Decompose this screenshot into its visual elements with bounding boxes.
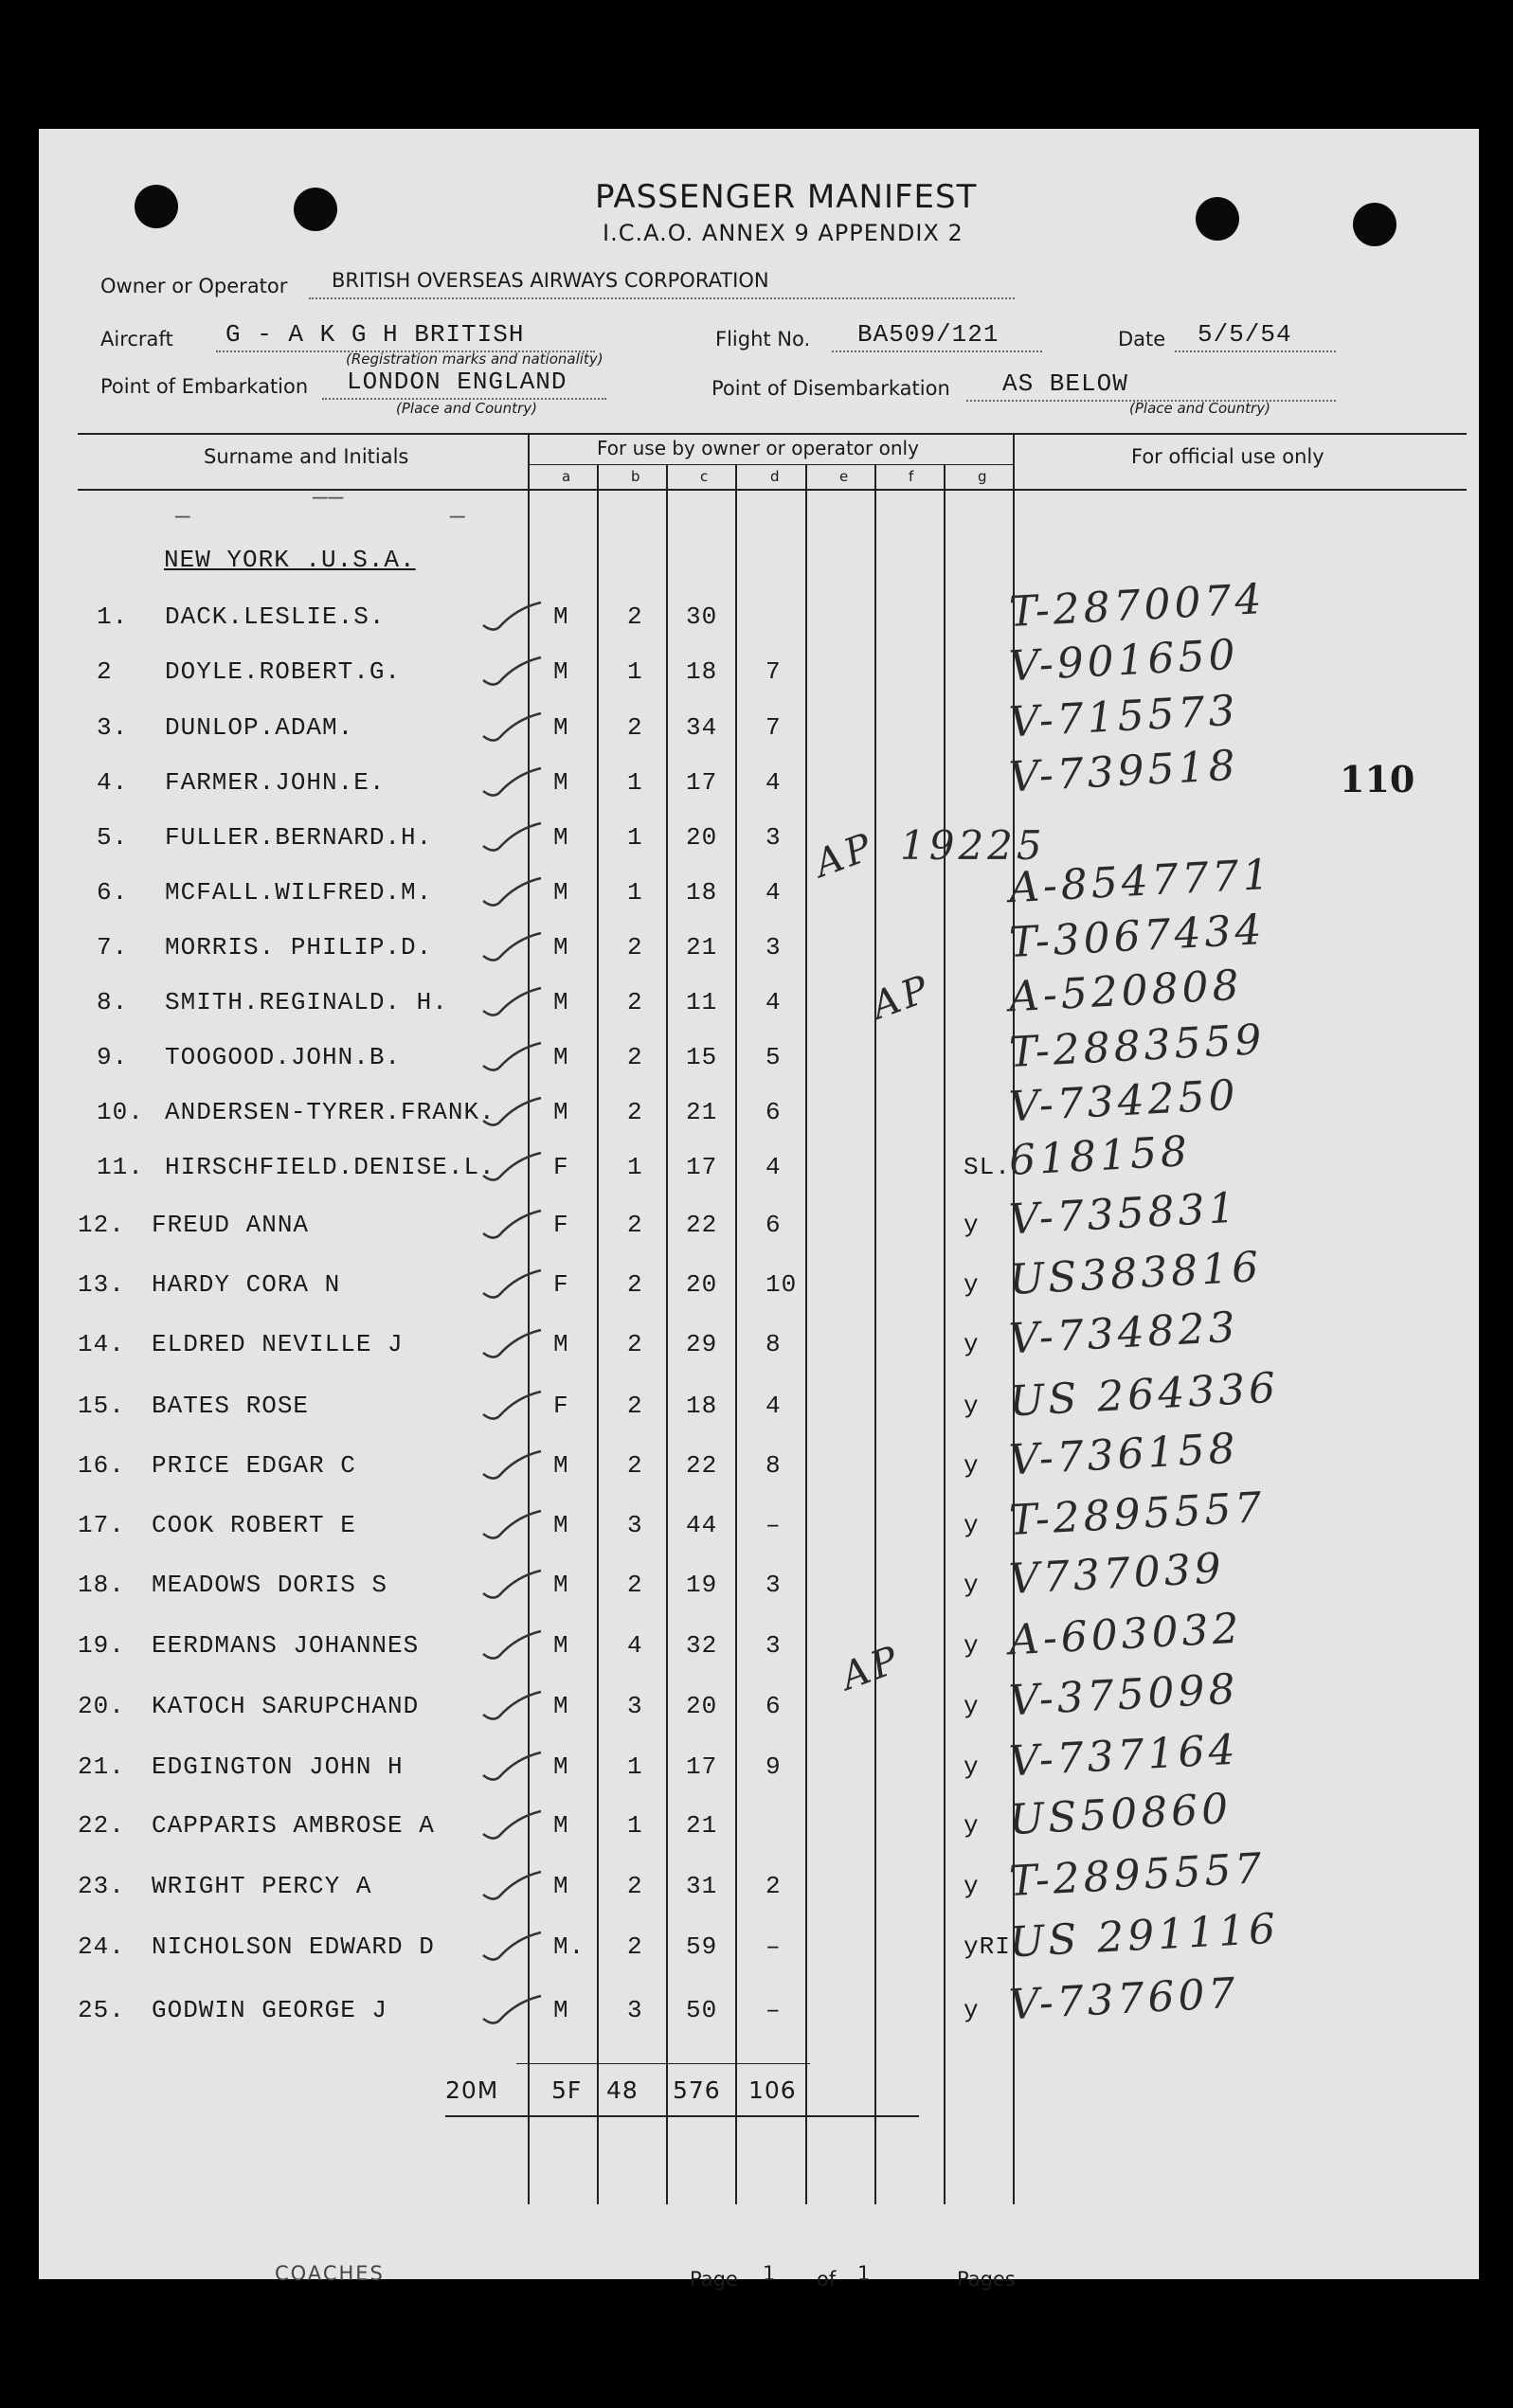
d-cell: 3 [766,1571,782,1599]
check-mark-icon [478,872,545,910]
passport-number: T-3067434 [1007,905,1267,968]
g-cell: yRI [964,1932,1011,1961]
sex-cell: M [553,1330,569,1358]
g-cell: y [964,1451,980,1480]
row-number: 4. [97,768,129,797]
d-cell: 4 [766,768,782,797]
subcolumn-label: g [978,468,987,485]
d-cell: 7 [766,657,782,686]
sex-cell: M [553,1511,569,1539]
g-cell: y [964,1211,980,1239]
subcolumn-label: d [770,468,780,485]
b-cell: 2 [627,1392,643,1420]
punch-hole [1196,197,1239,241]
age-cell: 17 [686,768,718,797]
b-cell: 1 [627,823,643,852]
check-mark-icon [478,1626,545,1663]
row-number: 14. [78,1330,125,1358]
form-title: PASSENGER MANIFEST [595,178,978,216]
d-cell: 9 [766,1752,782,1781]
row-number: 11. [97,1153,144,1181]
row-number: 2 [97,657,113,686]
footer-note: COACHES [275,2262,385,2285]
sex-cell: M [553,657,569,686]
b-cell: 1 [627,657,643,686]
d-cell: 5 [766,1043,782,1071]
passport-number: T-2870074 [1007,574,1267,638]
check-mark-icon [478,1092,545,1130]
sex-cell: M [553,602,569,631]
row-number: 19. [78,1631,125,1660]
aircraft-value: G - A K G H BRITISH [225,320,525,349]
date-value: 5/5/54 [1198,320,1292,349]
passport-number: V-715573 [1007,686,1240,747]
check-mark-icon [478,1505,545,1543]
passport-number: V-737607 [1007,1968,1240,2030]
check-mark-icon [478,1324,545,1362]
embarkation-label: Point of Embarkation [100,375,309,398]
d-cell: 4 [766,1153,782,1181]
d-cell: 6 [766,1098,782,1126]
passport-number: V-737164 [1007,1725,1240,1787]
embarkation-value: LONDON ENGLAND [347,368,567,396]
sex-cell: M [553,1451,569,1480]
b-cell: 3 [627,1511,643,1539]
age-cell: 18 [686,878,718,907]
b-cell: 1 [627,878,643,907]
passenger-name: FARMER.JOHN.E. [165,768,386,797]
passenger-name: PRICE EDGAR C [152,1451,356,1480]
g-cell: y [964,1996,980,2024]
age-cell: 21 [686,1098,718,1126]
sex-cell: M [553,713,569,742]
d-cell: 4 [766,878,782,907]
check-mark-icon [478,927,545,965]
age-cell: 44 [686,1511,718,1539]
b-cell: 1 [627,1153,643,1181]
passport-number: V-375098 [1007,1664,1240,1726]
row-number: 7. [97,933,129,961]
passport-number: V-734823 [1007,1303,1240,1364]
row-number: 3. [97,713,129,742]
sex-cell: M [553,988,569,1016]
age-cell: 17 [686,1153,718,1181]
row-number: 9. [97,1043,129,1071]
g-cell: y [964,1811,980,1840]
b-cell: 2 [627,988,643,1016]
row-number: 5. [97,823,129,852]
g-cell: y [964,1392,980,1420]
ap-annotation: AP [809,824,881,887]
b-cell: 3 [627,1996,643,2024]
sex-cell: M [553,878,569,907]
passenger-name: KATOCH SARUPCHAND [152,1692,420,1720]
d-cell: – [766,1932,782,1961]
d-cell: 4 [766,1392,782,1420]
flight-label: Flight No. [715,328,811,350]
check-mark-icon [478,1866,545,1904]
ap-annotation: AP [866,966,938,1029]
punch-hole [135,185,178,228]
d-cell: 8 [766,1451,782,1480]
g-cell: y [964,1752,980,1781]
g-cell: y [964,1631,980,1660]
g-cell: SL. [964,1153,1011,1181]
passenger-name: EDGINGTON JOHN H [152,1752,404,1781]
check-mark-icon [478,1205,545,1243]
passport-number: 618158 [1007,1127,1193,1185]
row-number: 18. [78,1571,125,1599]
sex-cell: M [553,1692,569,1720]
passenger-name: NICHOLSON EDWARD D [152,1932,435,1961]
passenger-name: DUNLOP.ADAM. [165,713,354,742]
subcolumn-label: b [631,468,640,485]
operator-header: For use by owner or operator only [597,437,919,459]
b-cell: 3 [627,1692,643,1720]
b-cell: 2 [627,1098,643,1126]
passenger-name: FULLER.BERNARD.H. [165,823,433,852]
age-cell: 30 [686,602,718,631]
age-cell: 19 [686,1571,718,1599]
d-cell: 6 [766,1211,782,1239]
subcolumn-label: a [562,468,571,485]
passenger-name: HARDY CORA N [152,1270,341,1299]
age-cell: 20 [686,823,718,852]
age-cell: 17 [686,1752,718,1781]
check-mark-icon [478,1147,545,1185]
age-cell: 21 [686,933,718,961]
passenger-name: FREUD ANNA [152,1211,310,1239]
subcolumn-label: e [839,468,849,485]
page-stamp: 110 [1340,758,1415,800]
total-b: 48 [606,2076,639,2104]
sex-cell: M. [553,1932,585,1961]
passenger-name: EERDMANS JOHANNES [152,1631,420,1660]
row-number: 15. [78,1392,125,1420]
age-cell: 18 [686,657,718,686]
g-cell: y [964,1571,980,1599]
check-mark-icon [478,982,545,1020]
age-cell: 18 [686,1392,718,1420]
of-value: 1 [857,2262,871,2285]
d-cell: 3 [766,1631,782,1660]
g-cell: y [964,1692,980,1720]
passport-number: V-734250 [1007,1070,1240,1132]
passport-number: T-2895557 [1007,1843,1267,1907]
sex-cell: M [553,933,569,961]
row-number: 13. [78,1270,125,1299]
d-cell: 10 [766,1270,798,1299]
check-mark-icon [478,1265,545,1303]
sex-cell: M [553,1098,569,1126]
b-cell: 1 [627,1752,643,1781]
row-number: 20. [78,1692,125,1720]
age-cell: 20 [686,1270,718,1299]
g-cell: y [964,1270,980,1299]
sex-cell: M [553,1571,569,1599]
embarkation-note: (Place and Country) [396,400,537,417]
subcolumn-label: c [700,468,709,485]
check-mark-icon [478,1386,545,1424]
b-cell: 2 [627,713,643,742]
age-cell: 21 [686,1811,718,1840]
check-mark-icon [478,1565,545,1603]
passport-number: A-603032 [1007,1604,1244,1665]
sex-cell: M [553,1043,569,1071]
b-cell: 2 [627,1330,643,1358]
age-cell: 22 [686,1211,718,1239]
d-cell: 6 [766,1692,782,1720]
sex-cell: M [553,1752,569,1781]
passport-number: V-735831 [1007,1183,1240,1245]
d-cell: 4 [766,988,782,1016]
passenger-name: COOK ROBERT E [152,1511,356,1539]
total-d: 106 [748,2076,797,2104]
subcolumn-label: f [909,468,914,485]
b-cell: 2 [627,933,643,961]
passport-number: A-520808 [1007,961,1244,1022]
age-cell: 22 [686,1451,718,1480]
sex-cell: F [553,1392,569,1420]
check-mark-icon [478,1806,545,1843]
passenger-name: SMITH.REGINALD. H. [165,988,448,1016]
sex-cell: F [553,1153,569,1181]
b-cell: 2 [627,1872,643,1900]
passenger-name: TOOGOOD.JOHN.B. [165,1043,402,1071]
b-cell: 2 [627,602,643,631]
check-mark-icon [478,1686,545,1724]
row-number: 6. [97,878,129,907]
b-cell: 2 [627,1043,643,1071]
total-men: 20M [445,2076,499,2104]
passenger-name: ANDERSEN-TYRER.FRANK. [165,1098,495,1126]
passenger-name: DACK.LESLIE.S. [165,602,386,631]
aircraft-note: (Registration marks and nationality) [346,350,603,368]
age-cell: 11 [686,988,718,1016]
sex-cell: M [553,1872,569,1900]
b-cell: 4 [627,1631,643,1660]
passport-number: V-736158 [1007,1424,1240,1485]
b-cell: 1 [627,768,643,797]
passenger-name: WRIGHT PERCY A [152,1872,372,1900]
b-cell: 2 [627,1211,643,1239]
passport-number: US 291116 [1007,1904,1281,1968]
disembarkation-label: Point of Disembarkation [711,377,950,400]
g-cell: y [964,1330,980,1358]
passport-number: US 264336 [1007,1363,1281,1427]
age-cell: 50 [686,1996,718,2024]
passenger-name: DOYLE.ROBERT.G. [165,657,402,686]
sex-cell: F [553,1211,569,1239]
form-subtitle: I.C.A.O. ANNEX 9 APPENDIX 2 [603,220,964,246]
destination-heading: NEW YORK .U.S.A. [164,546,416,574]
d-cell: 2 [766,1872,782,1900]
date-label: Date [1118,328,1166,350]
check-mark-icon [478,1037,545,1075]
age-cell: 29 [686,1330,718,1358]
passenger-name: HIRSCHFIELD.DENISE.L. [165,1153,495,1181]
b-cell: 2 [627,1932,643,1961]
age-cell: 32 [686,1631,718,1660]
punch-hole [1353,203,1396,246]
row-number: 24. [78,1932,125,1961]
b-cell: 2 [627,1451,643,1480]
passport-number: US50860 [1007,1784,1234,1845]
ap-annotation: AP [836,1637,908,1699]
check-mark-icon [478,1446,545,1483]
aircraft-label: Aircraft [100,328,173,350]
surname-header: Surname and Initials [204,445,409,468]
d-cell: 3 [766,933,782,961]
age-cell: 31 [686,1872,718,1900]
sex-cell: M [553,823,569,852]
check-mark-icon [478,1747,545,1785]
passport-number: T-2883559 [1007,1015,1267,1078]
check-mark-icon [478,763,545,800]
d-cell: 3 [766,823,782,852]
passenger-name: MCFALL.WILFRED.M. [165,878,433,907]
passenger-name: BATES ROSE [152,1392,310,1420]
disembarkation-note: (Place and Country) [1129,400,1270,417]
age-cell: 15 [686,1043,718,1071]
owner-value: BRITISH OVERSEAS AIRWAYS CORPORATION [332,269,769,292]
total-a: 5F [551,2076,583,2104]
passport-number: T-2895557 [1007,1483,1267,1546]
passport-number: V-739518 [1007,741,1240,802]
passenger-name: MEADOWS DORIS S [152,1571,388,1599]
passport-number: V-901650 [1007,630,1240,692]
check-mark-icon [478,652,545,690]
flight-value: BA509/121 [857,320,1000,349]
passenger-name: ELDRED NEVILLE J [152,1330,404,1358]
sex-cell: F [553,1270,569,1299]
g-cell: y [964,1511,980,1539]
page-value: 1 [763,2262,776,2285]
total-c: 576 [673,2076,721,2104]
passenger-name: CAPPARIS AMBROSE A [152,1811,435,1840]
punch-hole [294,188,337,231]
row-number: 1. [97,602,129,631]
page-label: Page [690,2268,738,2291]
b-cell: 2 [627,1270,643,1299]
row-number: 23. [78,1872,125,1900]
check-mark-icon [478,708,545,746]
sex-cell: M [553,1811,569,1840]
g-cell: y [964,1872,980,1900]
handwritten-number: 19225 [900,822,1046,869]
disembarkation-value: AS BELOW [1002,369,1128,398]
owner-label: Owner or Operator [100,275,288,297]
row-number: 10. [97,1098,144,1126]
d-cell: – [766,1511,782,1539]
row-number: 25. [78,1996,125,2024]
row-number: 8. [97,988,129,1016]
row-number: 22. [78,1811,125,1840]
d-cell: 8 [766,1330,782,1358]
sex-cell: M [553,1996,569,2024]
row-number: 17. [78,1511,125,1539]
sex-cell: M [553,1631,569,1660]
d-cell: – [766,1996,782,2024]
age-cell: 20 [686,1692,718,1720]
row-number: 21. [78,1752,125,1781]
passenger-name: MORRIS. PHILIP.D. [165,933,433,961]
official-header: For official use only [1131,445,1324,468]
pages-label: Pages [957,2268,1016,2291]
of-label: of [817,2268,837,2291]
sex-cell: M [553,768,569,797]
passport-number: US383816 [1007,1243,1264,1304]
passenger-name: GODWIN GEORGE J [152,1996,388,2024]
row-number: 16. [78,1451,125,1480]
check-mark-icon [478,818,545,855]
passport-number: V737039 [1007,1544,1226,1604]
b-cell: 1 [627,1811,643,1840]
passport-number: A-8547771 [1007,850,1274,913]
check-mark-icon [478,1927,545,1965]
check-mark-icon [478,1990,545,2028]
d-cell: 7 [766,713,782,742]
b-cell: 2 [627,1571,643,1599]
age-cell: 59 [686,1932,718,1961]
age-cell: 34 [686,713,718,742]
check-mark-icon [478,597,545,635]
row-number: 12. [78,1211,125,1239]
